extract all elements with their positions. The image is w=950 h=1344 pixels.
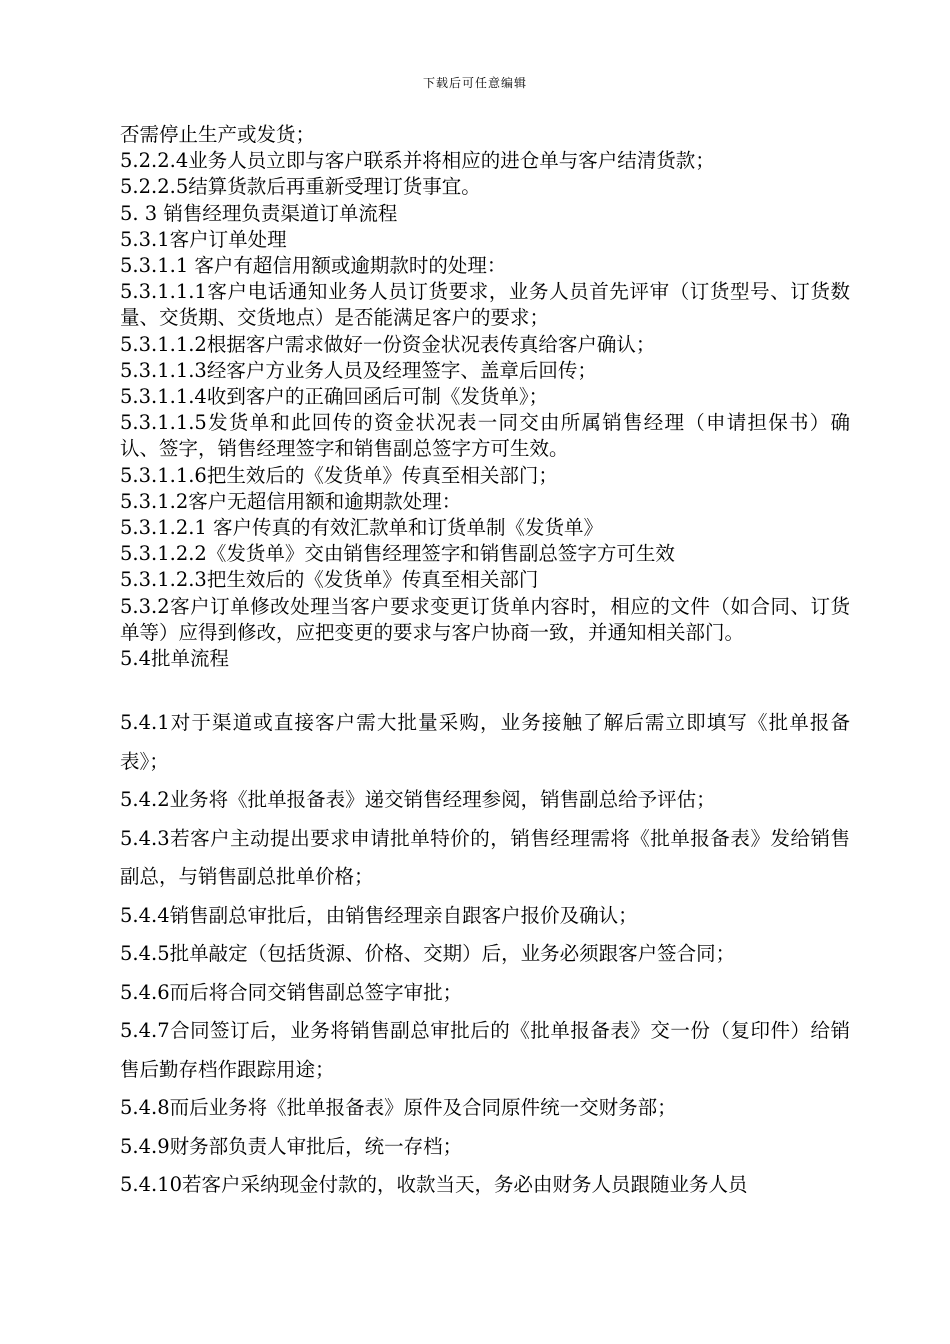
paragraph: 5.3.1.1.1客户电话通知业务人员订货要求，业务人员首先评审（订货型号、订货数量、交货期、交货地点）是否能满足客户的要求； <box>120 280 850 330</box>
paragraph: 5.4.10若客户采纳现金付款的，收款当天，务必由财务人员跟随业务人员 <box>120 1173 748 1196</box>
paragraph: 5.4.3若客户主动提出要求申请批单特价的，销售经理需将《批单报备表》发给销售副总，与销售副总批单价格； <box>120 826 850 888</box>
paragraph: 5.3.1.2客户无超信用额和逾期款处理： <box>120 489 462 513</box>
section-heading: 5.4批单流程 <box>120 647 230 671</box>
paragraph: 5.4.7合同签订后，业务将销售副总审批后的《批单报备表》交一份（复印件）给销售后勤存档作跟踪用途； <box>120 1019 850 1081</box>
paragraph: 5.3.1.2.3把生效后的《发货单》传真至相关部门 <box>120 568 539 592</box>
paragraph: 5.3.1.1.4收到客户的正确回函后可制《发货单》； <box>120 385 549 409</box>
paragraph: 5.3.1.1 客户有超信用额或逾期款时的处理： <box>120 254 507 278</box>
paragraph: 5.4.6而后将合同交销售副总签字审批； <box>120 980 463 1004</box>
paragraph: 5.2.2.5结算货款后再重新受理订货事宜。 <box>120 175 481 199</box>
paragraph: 5.3.2客户订单修改处理当客户要求变更订货单内容时，相应的文件（如合同、订货单等）应得到修改，应把变更的要求与客户协商一致，并通知相关部门。 <box>120 594 850 644</box>
paragraph: 5.3.1.1.2根据客户需求做好一份资金状况表传真给客户确认； <box>120 332 656 356</box>
paragraph: 5.3.1.2.1 客户传真的有效汇款单和订货单制《发货单》 <box>120 516 604 540</box>
paragraph: 5.3.1.1.5发货单和此回传的资金状况表一同交由所属销售经理（申请担保书）确认、签字，销售经理签字和销售副总签字方可生效。 <box>120 411 850 461</box>
page-header: 下载后可任意编辑 <box>422 76 527 90</box>
paragraph: 5.3.1.1.6把生效后的《发货单》传真至相关部门； <box>120 463 558 487</box>
subsection-heading: 5.3.1客户订单处理 <box>120 227 287 251</box>
paragraph: 5.4.4销售副总审批后，由销售经理亲自跟客户报价及确认； <box>120 903 638 927</box>
paragraph: 5.4.1对于渠道或直接客户需大批量采购，业务接触了解后需立即填写《批单报备表》； <box>120 711 850 773</box>
spaced-text-block <box>120 704 850 1205</box>
paragraph: 5.4.2业务将《批单报备表》递交销售经理参阅，销售副总给予评估； <box>120 788 716 811</box>
paragraph: 否需停止生产或发货； <box>120 123 316 146</box>
paragraph: 5.2.2.4业务人员立即与客户联系并将相应的进仓单与客户结清货款； <box>120 149 715 173</box>
section-heading: 5. 3 销售经理负责渠道订单流程 <box>120 201 398 225</box>
paragraph: 5.4.8而后业务将《批单报备表》原件及合同原件统一交财务部； <box>120 1096 677 1119</box>
dense-text-block <box>120 122 850 672</box>
paragraph: 5.3.1.1.3经客户方业务人员及经理签字、盖章后回传； <box>120 358 597 382</box>
paragraph: 5.3.1.2.2《发货单》交由销售经理签字和销售副总签字方可生效 <box>120 542 675 566</box>
paragraph: 5.4.9财务部负责人审批后，统一存档； <box>120 1134 463 1158</box>
paragraph: 5.4.5批单敲定（包括货源、价格、交期）后，业务必须跟客户签合同； <box>120 942 736 965</box>
